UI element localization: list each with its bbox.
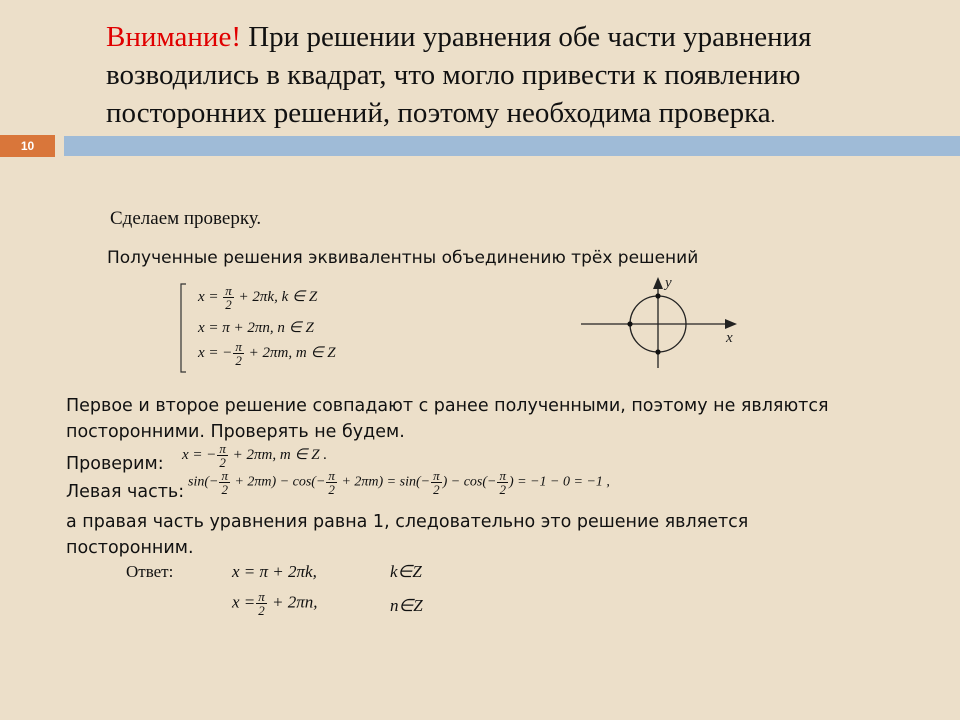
frac-den: 2 — [499, 482, 506, 497]
left-side-formula — [188, 469, 610, 496]
ls-e: ) = −1 − 0 = −1 , — [509, 474, 610, 490]
fraction-pi-2 — [256, 590, 267, 617]
header-strip — [64, 136, 960, 156]
slide-title — [106, 18, 926, 135]
system-line-1 — [198, 284, 317, 311]
answer-lhs-2: x = — [232, 592, 256, 612]
answer-cond-2-text: n∈Z — [390, 596, 423, 615]
fraction-pi-2 — [431, 469, 442, 496]
frac-num: π — [328, 468, 335, 483]
y-axis-arrow — [653, 277, 663, 289]
check-lhs: x = − — [182, 446, 217, 463]
answer-label: Ответ: — [126, 562, 174, 581]
answer-cond-1 — [390, 562, 422, 582]
x-axis-arrow — [725, 319, 737, 329]
fraction-pi-2 — [219, 469, 230, 496]
line3-lhs: x = − — [198, 344, 233, 361]
explanation-p1: Первое и второе решение совпадают с ранее полученными, поэтому не являются посторонними. Проверять не будем. — [66, 396, 829, 442]
frac-num: π — [219, 441, 226, 456]
frac-num: π — [258, 589, 265, 604]
fraction-pi-2 — [223, 284, 234, 311]
answer-eq-1: x = π + 2πk, — [232, 562, 317, 581]
frac-den: 2 — [225, 297, 232, 312]
system-line-2: x = π + 2πn, n ∈ Z — [198, 320, 314, 336]
warning-word: Внимание! — [106, 21, 241, 53]
frac-den: 2 — [221, 482, 228, 497]
point-bottom — [655, 349, 660, 354]
union-text: Полученные решения эквивалентны объединению трёх решений — [107, 248, 699, 268]
warning-dot: . — [770, 106, 776, 126]
solution-system — [178, 282, 358, 374]
frac-den: 2 — [258, 603, 265, 618]
frac-num: π — [235, 339, 242, 354]
x-label: x — [726, 330, 733, 346]
explanation-p3: Левая часть: — [66, 482, 185, 502]
ls-a: sin(− — [188, 474, 219, 490]
slide-number: 10 — [0, 135, 55, 157]
check-rest: + 2πm, m ∈ Z . — [228, 446, 328, 463]
frac-num: π — [221, 468, 228, 483]
system-bracket — [178, 282, 188, 374]
line1-rest: + 2πk, k ∈ Z — [234, 288, 318, 305]
ls-b: + 2πm) − cos(− — [230, 474, 326, 490]
line3-rest: + 2πm, m ∈ Z — [244, 344, 336, 361]
answer-cond-2 — [390, 596, 423, 616]
y-label: y — [665, 275, 672, 291]
bar-gap — [55, 135, 64, 157]
check-heading: Сделаем проверку. — [110, 208, 262, 229]
frac-num: π — [225, 283, 232, 298]
frac-den: 2 — [433, 482, 440, 497]
fraction-pi-2 — [233, 340, 244, 367]
frac-den: 2 — [219, 455, 226, 470]
fraction-pi-2 — [217, 442, 228, 469]
answer-line-1 — [232, 562, 317, 582]
answer-rest-2: + 2πn, — [267, 592, 318, 612]
warning-text: При решении уравнения обе части уравнения возводились в квадрат, что могло привести к появлению посторонних решений, поэтому необходима проверка — [106, 21, 812, 129]
explanation-p2: Проверим: — [66, 454, 164, 474]
answer-line-2 — [232, 590, 318, 617]
answer-cond-1-text: k∈Z — [390, 562, 422, 581]
explanation-p4: а правая часть уравнения равна 1, следовательно это решение является посторонним. — [66, 512, 749, 558]
unit-circle-diagram — [575, 272, 755, 372]
frac-num: π — [499, 468, 506, 483]
line1-lhs: x = — [198, 288, 223, 305]
fraction-pi-2 — [326, 469, 337, 496]
frac-den: 2 — [328, 482, 335, 497]
frac-num: π — [433, 468, 440, 483]
frac-den: 2 — [235, 353, 242, 368]
system-line-3 — [198, 340, 336, 367]
ls-c: + 2πm) = sin(− — [337, 474, 431, 490]
check-formula — [182, 442, 327, 469]
point-left — [627, 321, 632, 326]
point-top — [655, 293, 660, 298]
fraction-pi-2 — [497, 469, 508, 496]
ls-d: ) − cos(− — [442, 474, 497, 490]
